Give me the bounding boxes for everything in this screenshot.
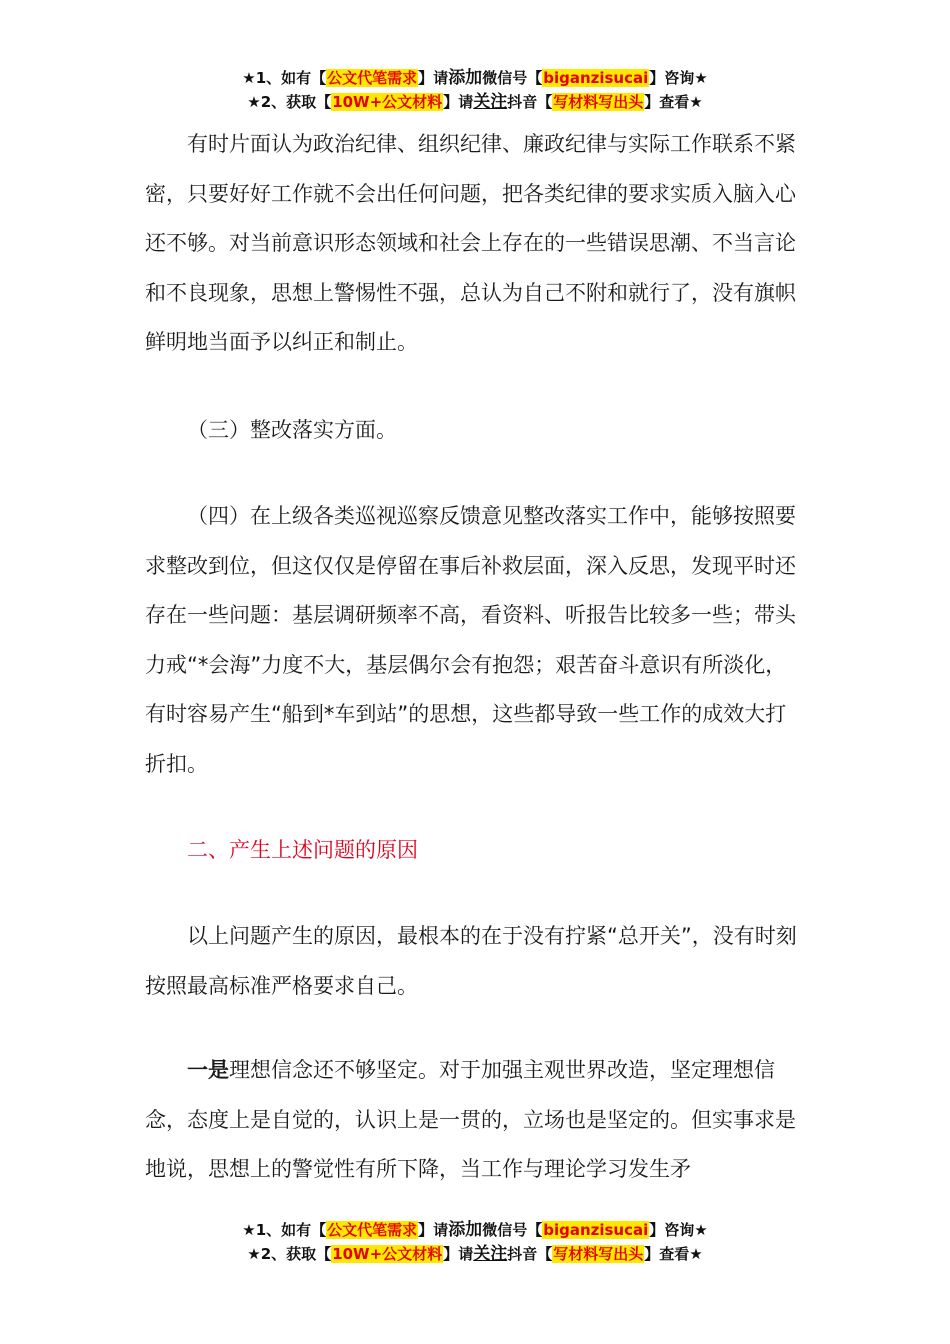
banner-text: 添加 bbox=[448, 1220, 483, 1240]
banner-text: 】请 bbox=[443, 1245, 474, 1263]
paragraph-discipline: 有时片面认为政治纪律、组织纪律、廉政纪律与实际工作联系不紧密，只要好好工作就不会出任何问题，把各类纪律的要求实质入脑入心还不够。对当前意识形态领域和社会上存在的一些错误思潮、不当言论和不良现象，思想上警惕性不强，总认为自己不附和就行了，没有旗帜鲜明地当面予以纠正和制止。 bbox=[145, 132, 796, 355]
banner-text: 抖音【 bbox=[507, 1245, 553, 1263]
banner-text: 】咨询★ bbox=[649, 69, 708, 87]
banner-text: 】请 bbox=[418, 1221, 449, 1239]
banner-line-2 bbox=[0, 90, 950, 114]
highlight-materials: 10W+公文材料 bbox=[332, 1245, 443, 1263]
point-text: 理想信念还不够坚定。对于加强主观世界改造，坚定理想信念，态度上是自觉的，认识上是一贯的，立场也是坚定的。但实事求是地说，思想上的警觉性有所下降，当工作与理论学习发生矛 bbox=[145, 1058, 796, 1182]
paragraph-section-three: （三）整改落实方面。 bbox=[187, 418, 397, 442]
highlight-service: 公文代笔需求 bbox=[327, 1221, 418, 1239]
banner-text: 微信号【 bbox=[482, 1221, 543, 1239]
bottom-banner bbox=[0, 1218, 950, 1266]
banner-text: ★1、如有【 bbox=[242, 1221, 327, 1239]
banner-text: 关注 bbox=[473, 92, 508, 112]
banner-text: 】查看★ bbox=[644, 1245, 703, 1263]
banner-text: 】咨询★ bbox=[649, 1221, 708, 1239]
banner-line-1 bbox=[0, 66, 950, 90]
banner-text: 抖音【 bbox=[507, 93, 553, 111]
section-heading-causes: 二、产生上述问题的原因 bbox=[187, 838, 418, 862]
highlight-wechat-id: biganzisucai bbox=[543, 69, 649, 87]
paragraph-ideals bbox=[145, 1046, 805, 1195]
highlight-wechat-id: biganzisucai bbox=[543, 1221, 649, 1239]
banner-text: 】请 bbox=[443, 93, 474, 111]
banner-text: 关注 bbox=[473, 1244, 508, 1264]
banner-text: 】请 bbox=[418, 69, 449, 87]
banner-text: ★2、获取【 bbox=[247, 1245, 332, 1263]
paragraph-section-four: （四）在上级各类巡视巡察反馈意见整改落实工作中，能够按照要求整改到位，但这仅仅是停留在事后补救层面，深入反思，发现平时还存在一些问题：基层调研频率不高，看资料、听报告比较多一些；带头力戒“*会海”力度不大，基层偶尔会有抱怨；艰苦奋斗意识有所淡化，有时容易产生“船到*车到站”的思想，这些都导致一些工作的成效大打折扣。 bbox=[145, 504, 796, 776]
banner-text: 添加 bbox=[448, 68, 483, 88]
highlight-service: 公文代笔需求 bbox=[327, 69, 418, 87]
highlight-materials: 10W+公文材料 bbox=[332, 93, 443, 111]
banner-text: 微信号【 bbox=[482, 69, 543, 87]
banner-text: 】查看★ bbox=[644, 93, 703, 111]
banner-text: ★1、如有【 bbox=[242, 69, 327, 87]
top-banner bbox=[0, 66, 950, 114]
point-lead: 一是 bbox=[187, 1058, 229, 1082]
highlight-douyin: 写材料写出头 bbox=[553, 93, 644, 111]
banner-line-1 bbox=[0, 1218, 950, 1242]
banner-line-2 bbox=[0, 1242, 950, 1266]
banner-text: ★2、获取【 bbox=[247, 93, 332, 111]
highlight-douyin: 写材料写出头 bbox=[553, 1245, 644, 1263]
paragraph-causes-intro: 以上问题产生的原因，最根本的在于没有拧紧“总开关”，没有时刻按照最高标准严格要求自己。 bbox=[145, 924, 797, 998]
